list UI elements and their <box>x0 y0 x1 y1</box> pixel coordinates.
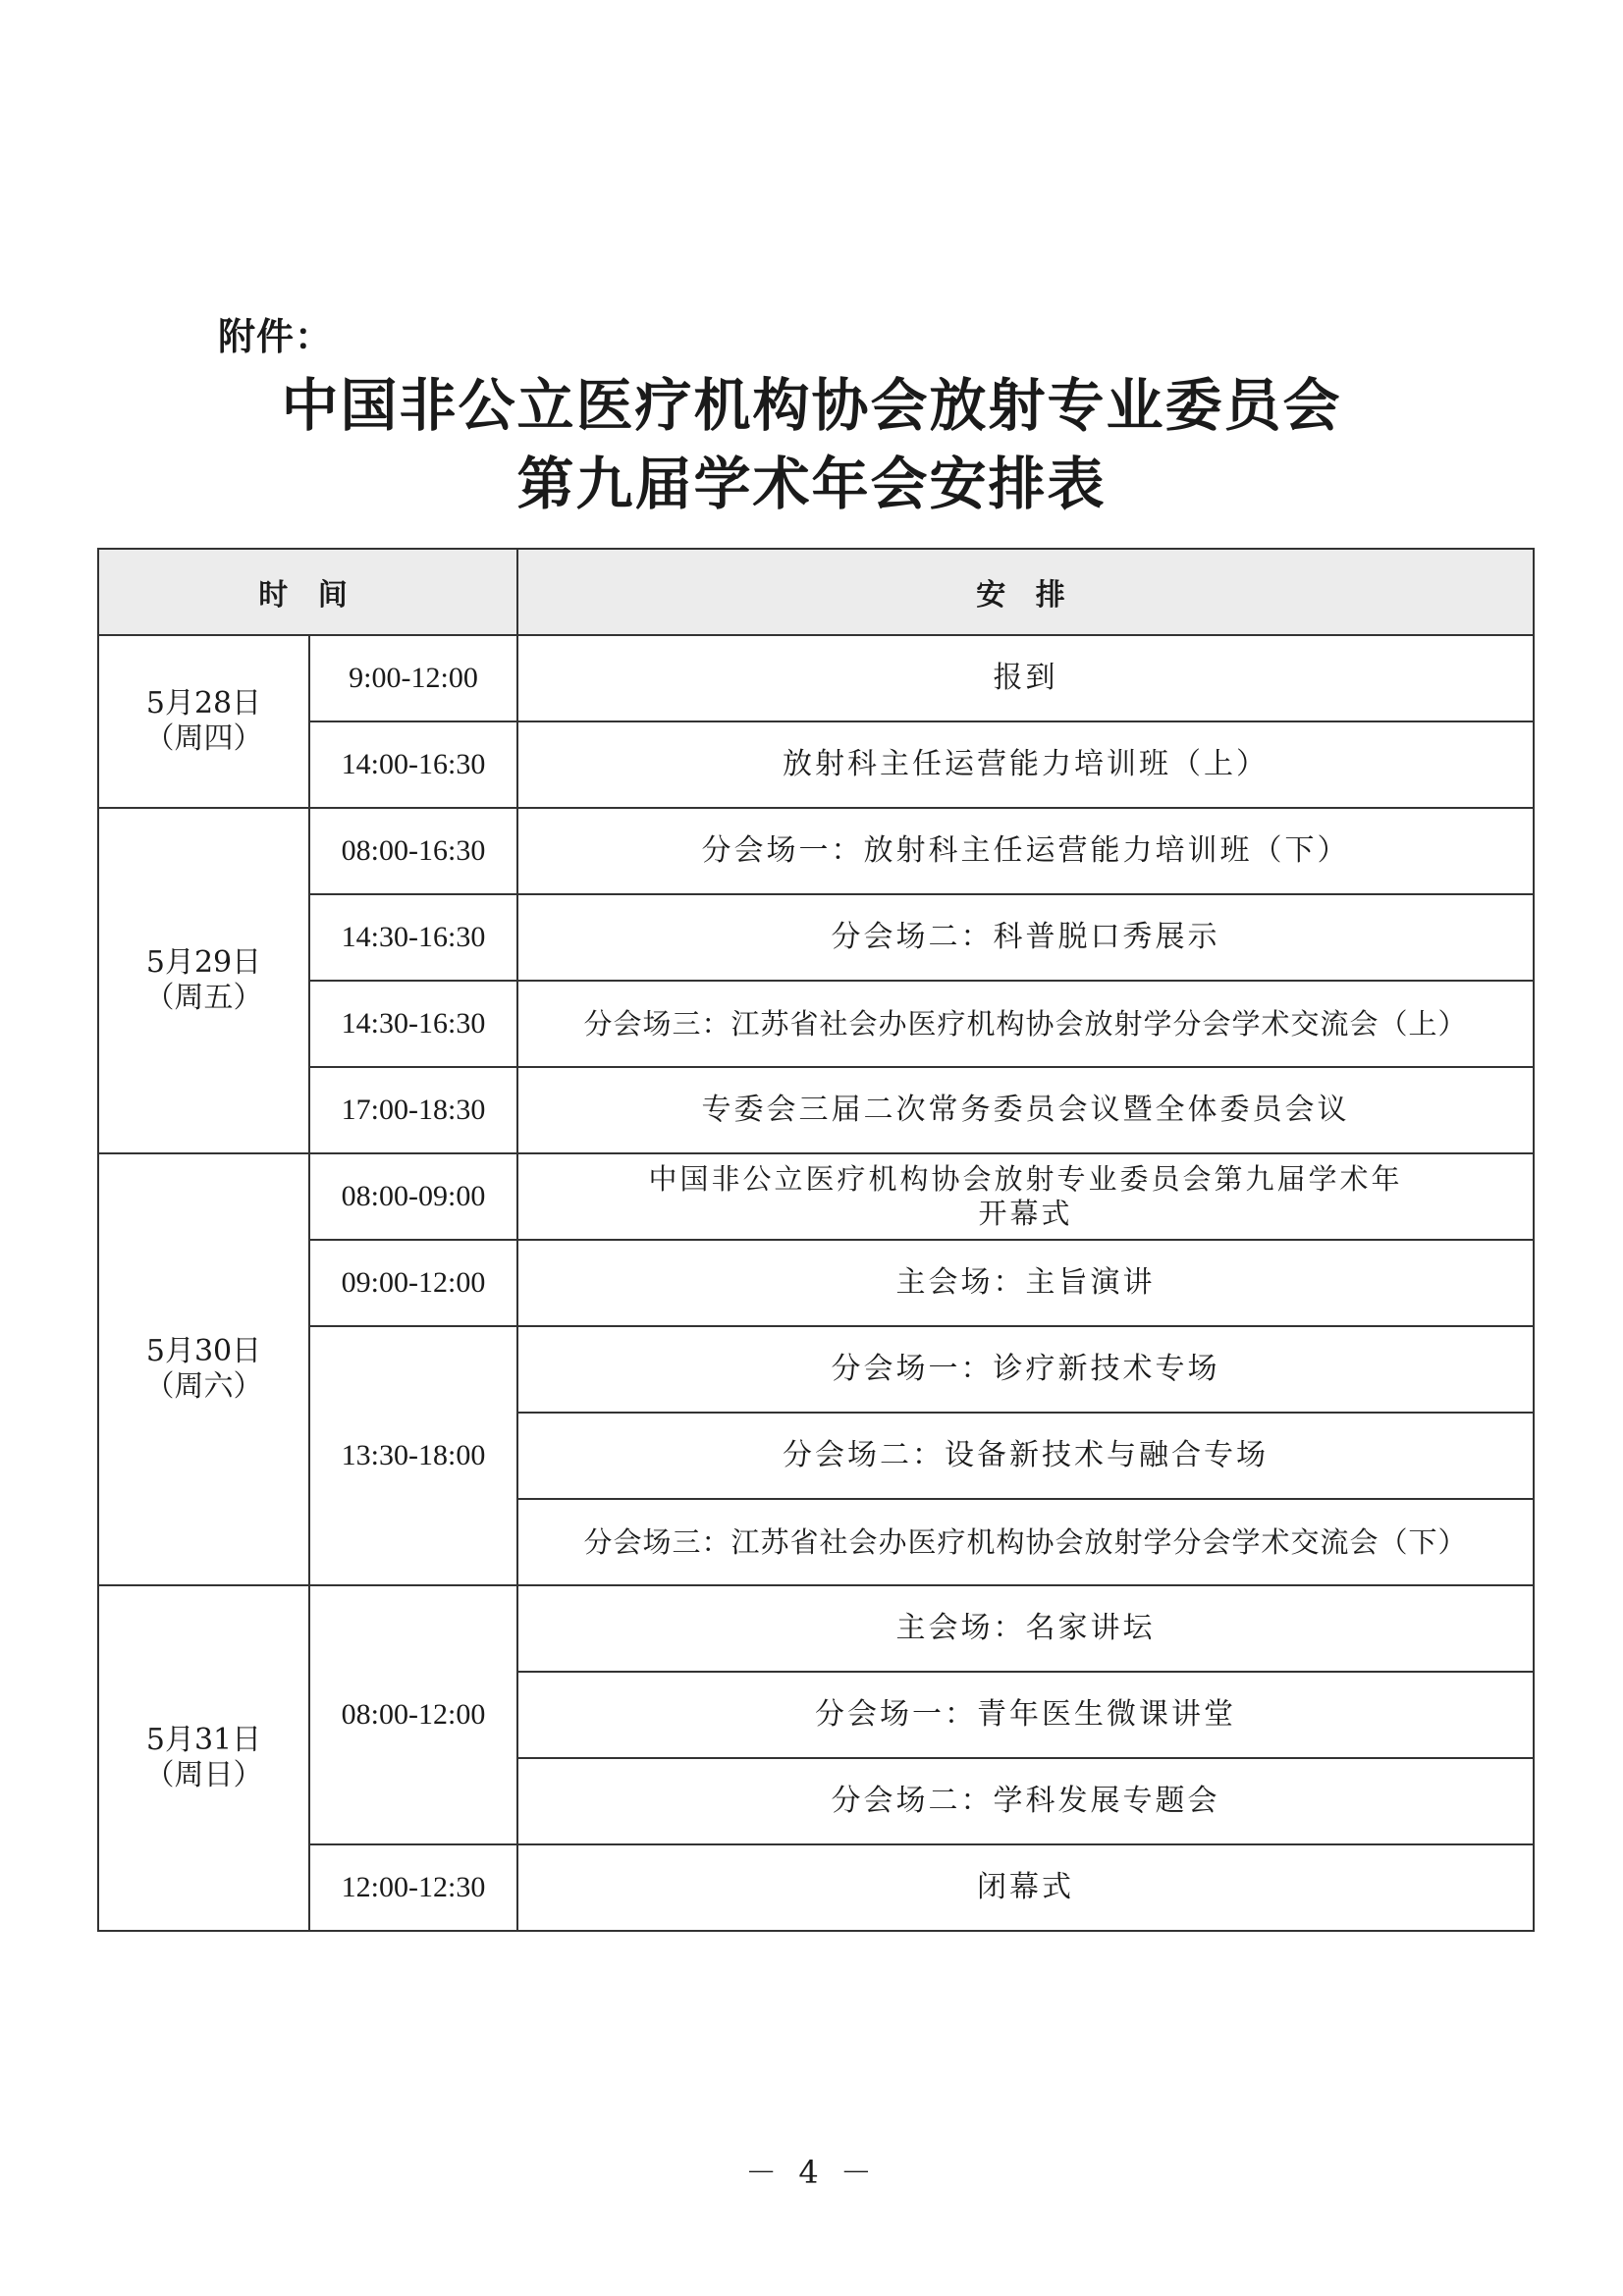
attachment-label: 附件： <box>218 315 334 358</box>
time-cell: 08:00-16:30 <box>309 808 517 894</box>
item-cell: 主会场：名家讲坛 <box>517 1585 1534 1672</box>
item-cell: 报到 <box>517 635 1534 721</box>
item-cell: 闭幕式 <box>517 1844 1534 1931</box>
item-text-line2: 开幕式 <box>978 1197 1073 1230</box>
time-cell: 13:30-18:00 <box>309 1326 517 1585</box>
item-cell: 分会场二：科普脱口秀展示 <box>517 894 1534 981</box>
page-number: － 4 － <box>745 2154 878 2191</box>
table-row <box>98 1585 1534 1672</box>
table-row <box>98 635 1534 721</box>
item-cell: 放射科主任运营能力培训班（上） <box>517 721 1534 808</box>
document-title-line1: 中国非公立医疗机构协会放射专业委员会 <box>281 372 1342 439</box>
item-cell: 分会场二：学科发展专题会 <box>517 1758 1534 1844</box>
item-cell: 分会场一：诊疗新技术专场 <box>517 1326 1534 1413</box>
date-cell-0531 <box>98 1585 309 1931</box>
header-time: 时 间 <box>98 549 517 635</box>
item-cell: 主会场：主旨演讲 <box>517 1240 1534 1326</box>
date-text: 5月28日 <box>145 686 262 721</box>
table-row <box>98 1844 1534 1931</box>
date-cell-0530 <box>98 1153 309 1585</box>
table-row <box>98 894 1534 981</box>
item-text-line1: 中国非公立医疗机构协会放射专业委员会第九届学术年 <box>648 1162 1403 1197</box>
time-cell: 08:00-09:00 <box>309 1153 517 1240</box>
table-header-row <box>98 549 1534 635</box>
header-arrangement: 安 排 <box>517 549 1534 635</box>
time-cell: 12:00-12:30 <box>309 1844 517 1931</box>
time-cell: 9:00-12:00 <box>309 635 517 721</box>
table-row <box>98 981 1534 1067</box>
date-cell-0529 <box>98 808 309 1153</box>
table-row <box>98 808 1534 894</box>
document-title-line2: 第九届学术年会安排表 <box>516 451 1107 517</box>
time-cell: 14:30-16:30 <box>309 981 517 1067</box>
date-cell-0528 <box>98 635 309 808</box>
date-text: 5月31日 <box>145 1723 262 1757</box>
time-cell: 14:30-16:30 <box>309 894 517 981</box>
table-row <box>98 1153 1534 1240</box>
item-cell: 分会场一：青年医生微课讲堂 <box>517 1672 1534 1758</box>
item-cell: 分会场二：设备新技术与融合专场 <box>517 1413 1534 1499</box>
date-text: 5月29日 <box>145 945 262 980</box>
table-row <box>98 1240 1534 1326</box>
table-row <box>98 1326 1534 1413</box>
time-cell: 09:00-12:00 <box>309 1240 517 1326</box>
time-cell: 17:00-18:30 <box>309 1067 517 1153</box>
schedule-table <box>97 548 1535 1932</box>
time-cell: 08:00-12:00 <box>309 1585 517 1844</box>
item-cell <box>517 1153 1534 1240</box>
weekday-text: （周四） <box>144 721 263 756</box>
time-cell: 14:00-16:30 <box>309 721 517 808</box>
weekday-text: （周六） <box>144 1369 263 1404</box>
item-cell: 专委会三届二次常务委员会议暨全体委员会议 <box>517 1067 1534 1153</box>
table-row <box>98 721 1534 808</box>
table-row <box>98 1067 1534 1153</box>
weekday-text: （周五） <box>144 981 263 1015</box>
item-cell: 分会场一：放射科主任运营能力培训班（下） <box>517 808 1534 894</box>
item-cell: 分会场三：江苏省社会办医疗机构协会放射学分会学术交流会（上） <box>517 981 1534 1067</box>
item-cell: 分会场三：江苏省社会办医疗机构协会放射学分会学术交流会（下） <box>517 1499 1534 1585</box>
date-text: 5月30日 <box>145 1334 262 1368</box>
weekday-text: （周日） <box>144 1758 263 1792</box>
